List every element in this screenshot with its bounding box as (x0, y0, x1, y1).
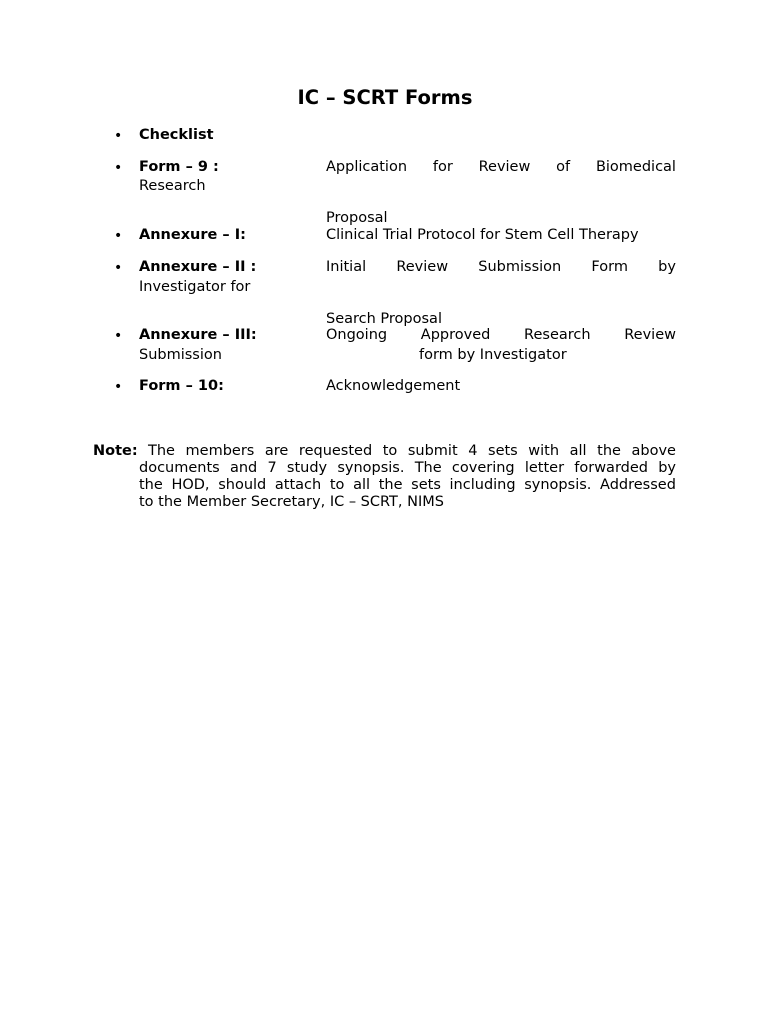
word: study (286, 460, 328, 476)
item-wrap-form9: Research (139, 178, 206, 194)
word: and (229, 460, 258, 476)
word: 7 (267, 460, 277, 476)
word: the (378, 477, 403, 493)
word: Review (396, 259, 449, 275)
word: above (631, 443, 676, 459)
word: requested (298, 443, 373, 459)
page-title: IC – SCRT Forms (297, 86, 473, 109)
bullet-icon: • (114, 228, 123, 244)
word: the (597, 443, 621, 459)
word: 4 (468, 443, 478, 459)
note-label: Note: (93, 443, 138, 459)
item-label-checklist: Checklist (139, 127, 214, 143)
item-desc-form9 (326, 159, 676, 175)
word: Application (326, 159, 408, 175)
word: Review (624, 327, 676, 343)
word: Biomedical (595, 159, 676, 175)
word: to (382, 443, 398, 459)
note-line-2 (139, 460, 676, 477)
item-label-annex3: Annexure – III: (139, 327, 257, 343)
item-desc-annex3 (326, 327, 676, 343)
word: synopsis. (524, 477, 592, 493)
word: Addressed (600, 477, 676, 493)
word: of (556, 159, 571, 175)
item-label-form10: Form – 10: (139, 378, 224, 394)
word: to (329, 477, 345, 493)
item-desc-annex1: Clinical Trial Protocol for Stem Cell Therapy (326, 227, 639, 243)
word: Research (524, 327, 591, 343)
bullet-icon: • (114, 128, 123, 144)
word: Ongoing (326, 327, 388, 343)
word: Initial (326, 259, 367, 275)
word: The (414, 460, 442, 476)
item-label-annex1: Annexure – I: (139, 227, 246, 243)
item-wrap-annex2: Investigator for (139, 279, 251, 295)
word: submit (407, 443, 458, 459)
word: are (264, 443, 289, 459)
word: for (432, 159, 453, 175)
word: Submission (478, 259, 562, 275)
word: synopsis. (337, 460, 405, 476)
word: with (528, 443, 560, 459)
word: including (449, 477, 516, 493)
word: the (139, 477, 163, 493)
word: letter (524, 460, 565, 476)
item-label-annex2: Annexure – II : (139, 259, 257, 275)
bullet-icon: • (114, 328, 123, 344)
word: sets (411, 477, 441, 493)
word: all (569, 443, 587, 459)
word: Approved (420, 327, 491, 343)
bullet-icon: • (114, 160, 123, 176)
word: members (185, 443, 255, 459)
word: should (218, 477, 267, 493)
word: HOD, (171, 477, 210, 493)
note-line-3 (139, 477, 676, 494)
item-wrap-annex3: Submission (139, 347, 222, 363)
word: documents (139, 460, 220, 476)
note-line-4: to the Member Secretary, IC – SCRT, NIMS (139, 494, 444, 510)
item-desc-form10: Acknowledgement (326, 378, 461, 394)
word: by (658, 460, 676, 476)
item-desc-line2-annex3: form by Investigator (419, 347, 567, 363)
item-desc-annex2 (326, 259, 676, 275)
word: sets (488, 443, 518, 459)
bullet-icon: • (114, 260, 123, 276)
word: The (148, 443, 175, 459)
word: Form (591, 259, 628, 275)
bullet-icon: • (114, 379, 123, 395)
word: attach (274, 477, 322, 493)
word: Review (478, 159, 531, 175)
word: covering (451, 460, 515, 476)
word: all (353, 477, 371, 493)
word: by (658, 259, 676, 275)
item-label-form9: Form – 9 : (139, 159, 219, 175)
note-line-1 (148, 443, 676, 460)
word: forwarded (574, 460, 648, 476)
item-desc-line2-form9: Proposal (326, 210, 388, 226)
item-desc-line2-annex2: Search Proposal (326, 311, 442, 327)
